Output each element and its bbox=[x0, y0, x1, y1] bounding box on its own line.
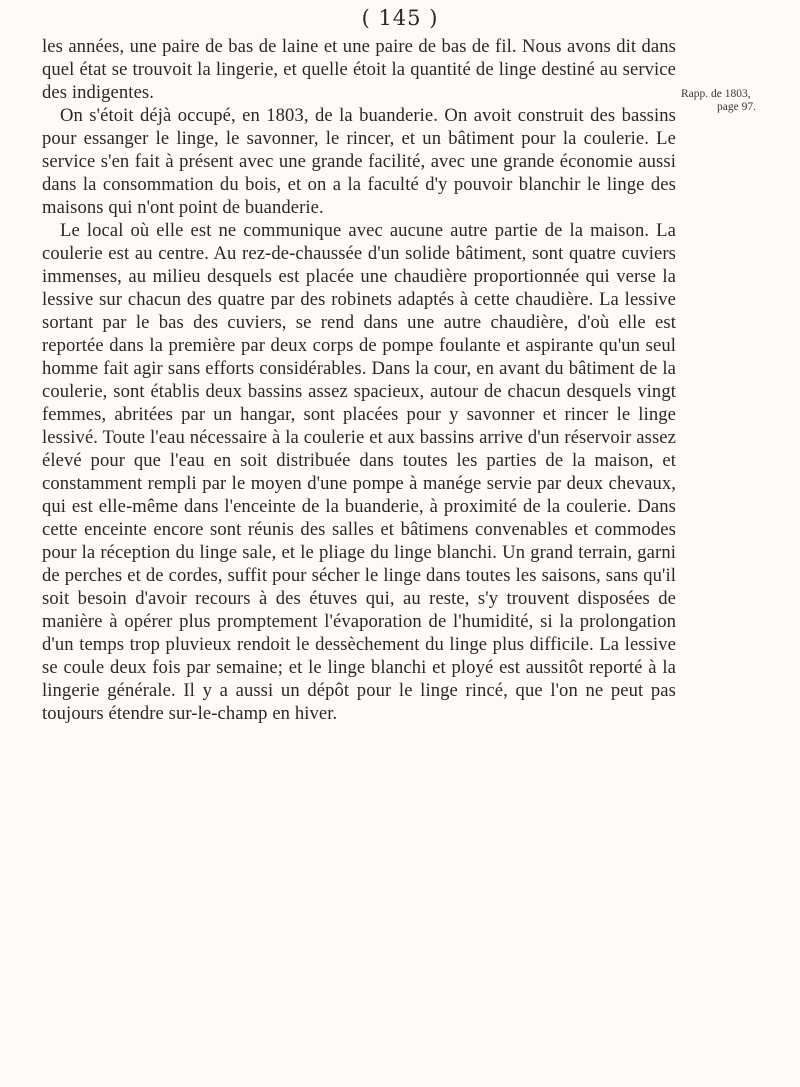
body-text bbox=[42, 35, 676, 725]
marginal-note-line-2: page 97. bbox=[717, 101, 756, 113]
paragraph-2: On s'étoit déjà occupé, en 1803, de la buanderie. On avoit construit des bassins pour essanger le linge, le savonner, le rincer, et un bâtiment pour la coulerie. Le service s'en fait à présent avec une grande facilité, avec une grande économie aussi dans la consommation du bois, et on a la faculté d'y pouvoir blanchir le linge des maisons qui n'ont point de buanderie. bbox=[42, 105, 676, 218]
paragraph-1: les années, une paire de bas de laine et une paire de bas de fil. Nous avons dit dans quel état se trouvoit la lingerie, et quelle étoit la quantité de linge destiné au service des indigentes. bbox=[42, 36, 676, 103]
marginal-note-line-1: Rapp. de 1803, bbox=[681, 88, 751, 100]
marginal-note bbox=[681, 88, 799, 114]
paragraph-3: Le local où elle est ne communique avec aucune autre partie de la maison. La coulerie est au centre. Au rez-de-chaussée d'un solide bâtiment, sont quatre cuviers immenses, au milieu desquels est placée une chaudière proportionnée qui verse la lessive sur chacun des quatre par des robinets adaptés à cette chaudière. La lessive sortant par le bas des cuviers, se rend dans une autre chaudière, d'où elle est reportée dans la première par deux corps de pompe foulante et aspirante qu'un seul homme fait agir sans efforts considérables. Dans la cour, en avant du bâtiment de la coulerie, sont établis deux bassins assez spacieux, autour de chacun desquels vingt femmes, abritées par un hangar, sont placées pour y savonner et rincer le linge lessivé. Toute l'eau nécessaire à la coulerie et aux bassins arrive d'un réservoir assez élevé pour que l'eau en soit distribuée dans toutes les parties de la maison, et constamment rempli par le moyen d'une pompe à manége servie par deux chevaux, qui est elle-même dans l'enceinte de la buanderie, à proximité de la coulerie. Dans cette enceinte encore sont réunis des salles et bâtimens convenables et commodes pour la réception du linge sale, et le pliage du linge blanchi. Un grand terrain, garni de perches et de cordes, suffit pour sécher le linge dans toutes les saisons, sans qu'il soit besoin d'avoir recours à des étuves qui, au reste, s'y trouvent disposées de manière à opérer plus promptement l'évaporation de l'humidité, si la prolongation d'un temps trop pluvieux rendoit le dessèchement du linge plus difficile. La lessive se coule deux fois par semaine; et le linge blanchi et ployé est aussitôt reporté à la lingerie générale. Il y a aussi un dépôt pour le linge rincé, que l'on ne peut pas toujours étendre sur-le-champ en hiver. bbox=[42, 220, 676, 724]
page-number: ( 145 ) bbox=[361, 6, 439, 30]
